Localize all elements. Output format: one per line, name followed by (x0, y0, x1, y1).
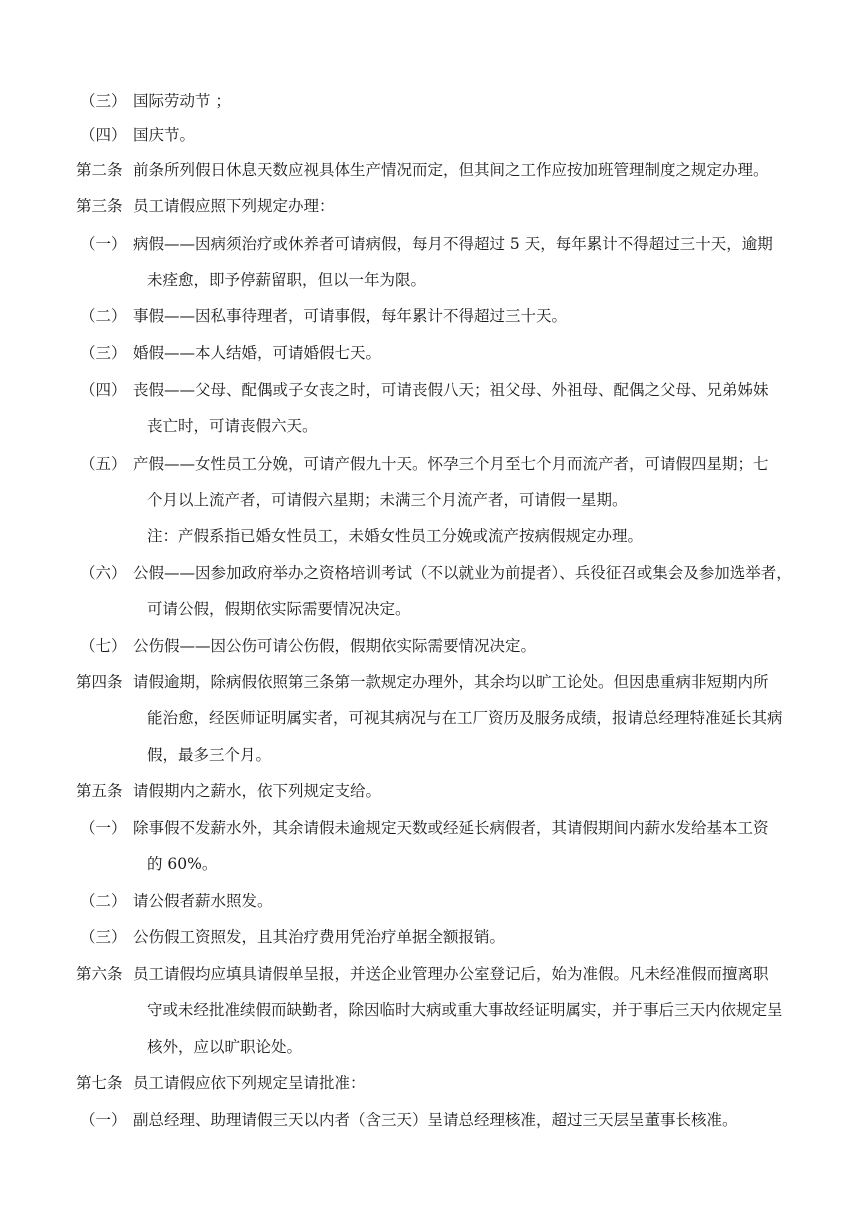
article-3 (76, 196, 335, 216)
item-label: （五） (80, 455, 127, 473)
list-item (80, 1110, 738, 1130)
list-item (80, 91, 231, 111)
item-label: （四） (80, 126, 127, 144)
article-continuation: 能治愈，经医师证明属实者，可视其病况与在工厂资历及服务成绩，报请总经理特准延长其病 (147, 709, 783, 727)
item-continuation: 个月以上流产者，可请假六星期；未满三个月流产者，可请假一星期。 (147, 491, 628, 509)
item-continuation: 丧亡时，可请丧假六天。 (147, 417, 318, 435)
item-continuation: 未痊愈，即予停薪留职，但以一年为限。 (147, 271, 427, 289)
item-text: 请公假者薪水照发。 (133, 892, 273, 910)
list-item (80, 818, 769, 838)
article-label: 第六条 (76, 965, 123, 983)
item-label: （三） (80, 928, 127, 946)
article-2 (76, 160, 769, 180)
article-text: 员工请假应照下列规定办理： (133, 197, 335, 215)
item-text: 除事假不发薪水外，其余请假未逾规定天数或经延长病假者，其请假期间内薪水发给基本工资 (133, 819, 769, 837)
article-5 (76, 781, 381, 801)
item-label: （二） (80, 892, 127, 910)
article-text: 员工请假均应填具请假单呈报，并送企业管理办公室登记后，始为准假。凡未经准假而擅离职 (133, 965, 769, 983)
list-item (80, 563, 792, 583)
article-label: 第四条 (76, 673, 123, 691)
article-text: 请假期内之薪水，依下列规定支给。 (133, 782, 382, 800)
list-item (80, 891, 273, 911)
article-label: 第七条 (76, 1074, 123, 1092)
item-continuation: 的 60%。 (147, 855, 218, 873)
article-label: 第三条 (76, 197, 123, 215)
item-label: （三） (80, 92, 127, 110)
list-item (80, 380, 769, 400)
item-continuation: 可请公假，假期依实际需要情况决定。 (147, 600, 411, 618)
item-label: （一） (80, 819, 127, 837)
item-text: 公伤假工资照发，且其治疗费用凭治疗单据全额报销。 (133, 928, 506, 946)
list-item (80, 927, 505, 947)
article-label: 第五条 (76, 782, 123, 800)
article-continuation: 核外，应以旷职论处。 (147, 1038, 303, 1056)
item-text: 公假——因参加政府举办之资格培训考试（不以就业为前提者）、兵役征召或集会及参加选举者， (133, 564, 792, 582)
item-label: （三） (80, 344, 127, 362)
item-label: （六） (80, 564, 127, 582)
item-text: 婚假——本人结婚，可请婚假七天。 (133, 344, 382, 362)
list-item (80, 343, 381, 363)
article-text: 请假逾期，除病假依照第三条第一款规定办理外，其余均以旷工论处。但因患重病非短期内所 (133, 673, 769, 691)
article-continuation: 守或未经批准续假而缺勤者，除因临时大病或重大事故经证明属实，并于事后三天内依规定呈 (147, 1001, 783, 1019)
item-text: 副总经理、助理请假三天以内者（含三天）呈请总经理核准，超过三天层呈董事长核准。 (133, 1111, 738, 1129)
list-item (80, 636, 536, 656)
list-item (80, 454, 769, 474)
item-text: 公伤假——因公伤可请公伤假，假期依实际需要情况决定。 (133, 637, 537, 655)
list-item (80, 234, 773, 254)
article-4 (76, 672, 769, 692)
item-text: 产假——女性员工分娩，可请产假九十天。怀孕三个月至七个月而流产者，可请假四星期；七 (133, 455, 769, 473)
item-text: 国际劳动节 ； (133, 92, 231, 110)
article-7 (76, 1073, 366, 1093)
item-label: （一） (80, 1111, 127, 1129)
item-text: 事假——因私事待理者，可请事假，每年累计不得超过三十天。 (133, 307, 568, 325)
article-text: 员工请假应依下列规定呈请批准： (133, 1074, 366, 1092)
article-continuation: 假，最多三个月。 (147, 746, 272, 764)
article-6 (76, 964, 769, 984)
list-item (80, 125, 195, 145)
item-text: 国庆节。 (133, 126, 196, 144)
item-label: （一） (80, 235, 127, 253)
item-text: 丧假——父母、配偶或子女丧之时，可请丧假八天；祖父母、外祖母、配偶之父母、兄弟姊妹 (133, 381, 769, 399)
article-text: 前条所列假日休息天数应视具体生产情况而定，但其间之工作应按加班管理制度之规定办理。 (133, 161, 769, 179)
item-label: （四） (80, 381, 127, 399)
list-item (80, 306, 567, 326)
item-text: 病假——因病须治疗或休养者可请病假，每月不得超过 5 天，每年累计不得超过三十天，逾期 (133, 235, 773, 253)
item-note: 注：产假系指已婚女性员工，未婚女性员工分娩或流产按病假规定办理。 (147, 527, 644, 545)
item-label: （二） (80, 307, 127, 325)
article-label: 第二条 (76, 161, 123, 179)
item-label: （七） (80, 637, 127, 655)
